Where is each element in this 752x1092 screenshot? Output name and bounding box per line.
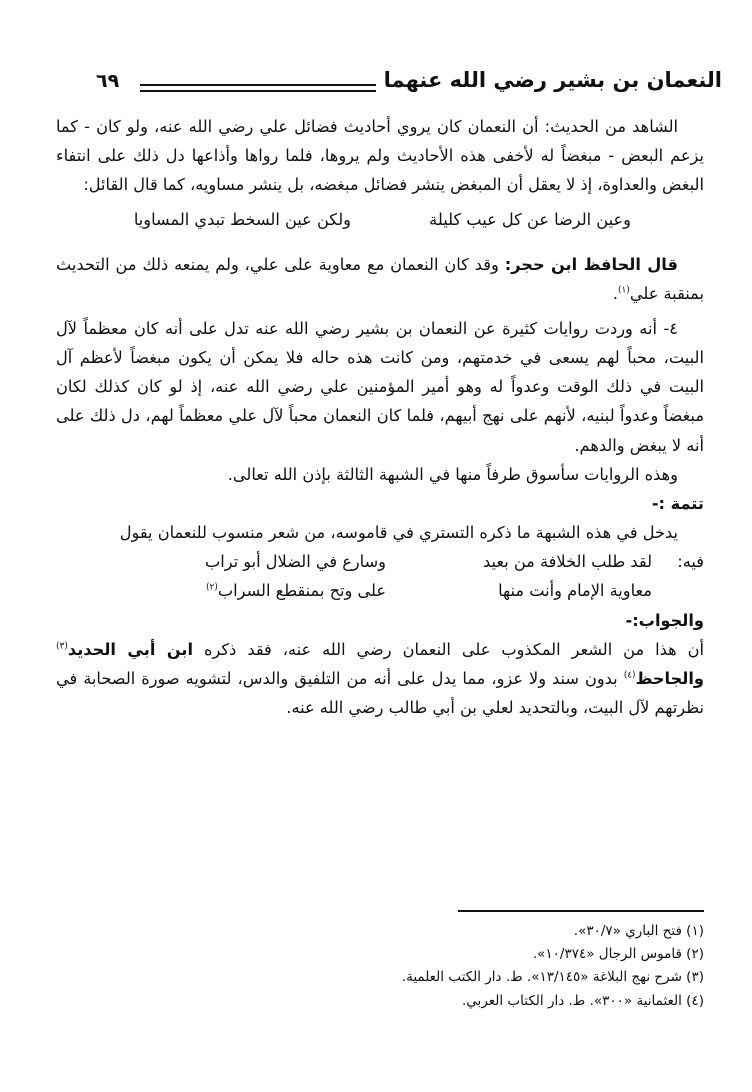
header-rule-bottom xyxy=(140,90,376,92)
page-number: ٦٩ xyxy=(96,70,120,92)
paragraph-witness: الشاهد من الحديث: أن النعمان كان يروي أحاديث فضائل علي رضي الله عنه، ولو كان - كما يزعم البعض - مبغضاً له لأخفى هذه الأحاديث ولم يروها، فلما رواها وأذاعها دل ذلك على انتفاء البغض والعداوة، إذ لا يعقل أن المبغض ينشر فضائل مبغضه، بل ينشر مساويه، كما قال القائل: xyxy=(56,117,704,195)
answer-text: أن هذا من الشعر المكذوب على النعمان رضي الله عنه، فقد ذكره xyxy=(193,639,704,659)
quote-end: . xyxy=(612,283,618,303)
hemistich-first: وعين الرضا عن كل عيب كليلة xyxy=(429,210,631,230)
paragraph-tustari: يدخل في هذه الشبهة ما ذكره التستري في قاموسه، من شعر منسوب للنعمان يقول xyxy=(119,523,678,543)
header-rule-top xyxy=(140,84,376,86)
poem-line-2 xyxy=(56,547,704,576)
footnote-ref-3: (٣) xyxy=(56,641,68,652)
poem-intro-label: فيه: xyxy=(677,552,704,572)
poem-line-3 xyxy=(56,576,704,605)
heading-answer: والجواب:- xyxy=(625,610,704,630)
paragraph-narrations: وهذه الروايات سأسوق طرفاً منها في الشبهة الثالثة بإذن الله تعالى. xyxy=(227,464,678,484)
footnote-3: (٣) شرح نهج البلاغة «١٣/١٤٥». ط. دار الكتب العلمية. xyxy=(401,969,704,986)
poem-line-1 xyxy=(56,205,704,234)
footnote-4: (٤) العثمانية «٣٠٠». ط. دار الكتاب العربي. xyxy=(462,992,704,1009)
footnote-separator xyxy=(458,910,704,912)
author-name-jahiz: والجاحظ xyxy=(635,668,704,688)
hemistich-second: ولكن عين السخط تبدي المساويا xyxy=(133,210,351,230)
hemistich-first: معاوية الإمام وأنت منها xyxy=(498,581,652,601)
footnote-2: (٢) قاموس الرجال «١٠/٣٧٤». xyxy=(532,946,704,963)
running-header-title: النعمان بن بشير رضي الله عنهما xyxy=(383,68,722,92)
paragraph-ibn-hajar xyxy=(56,250,704,308)
footnote-ref-4: (٤) xyxy=(623,670,636,681)
author-name-ibn-abi-al-hadid: ابن أبي الحديد xyxy=(67,639,194,659)
hemistich-second xyxy=(56,576,416,605)
paragraph-point-4: ٤- أنه وردت روايات كثيرة عن النعمان بن بشير رضي الله عنه تدل على أنه كان معظماً لآل البيت، محباً لهم يسعى في خدمتهم، ومن كانت هذه حاله فلا يمكن أن يكون مبغضاً لأعظم آل البيت في ذلك الوقت وعدواً له وهو أمير المؤمنين علي رضي الله عنه، إذ لو كان كذلك لكان مبغضاً وعدواً لبنيه، لأنهم على نهج أبيهم، فلما كان النعمان محباً لآل علي معظماً لهم، دل ذلك على أنه لا يبغض والدهم. xyxy=(56,318,704,455)
footnote-ref-1: (١) xyxy=(617,285,630,296)
body-text xyxy=(56,112,704,722)
hemistich-text: على وتح بمنقطع السراب xyxy=(217,581,386,601)
quote-source: قال الحافظ ابن حجر: xyxy=(504,254,678,274)
footnote-ref-2: (٢) xyxy=(206,582,218,593)
footnotes xyxy=(144,920,704,1013)
paragraph-answer xyxy=(56,635,704,722)
footnote-1: (١) فتح الباري «٣٠/٧». xyxy=(573,923,704,939)
answer-text-end: بدون سند ولا عزو، مما يدل على أنه من التلفيق والدس، لتشويه صورة الصحابة في نظرتهم لآل البيت، وبالتحديد لعلي بن أبي طالب رضي الله عنه. xyxy=(56,668,704,717)
heading-supplement: تتمة :- xyxy=(651,493,704,513)
quote-text: وقد كان النعمان مع معاوية على علي، ولم يمنعه ذلك من التحديث بمنقبة علي xyxy=(56,254,704,303)
hemistich-first: لقد طلب الخلافة من بعيد xyxy=(483,552,652,572)
hemistich-second: وسارع في الضلال أبو تراب xyxy=(204,552,386,572)
